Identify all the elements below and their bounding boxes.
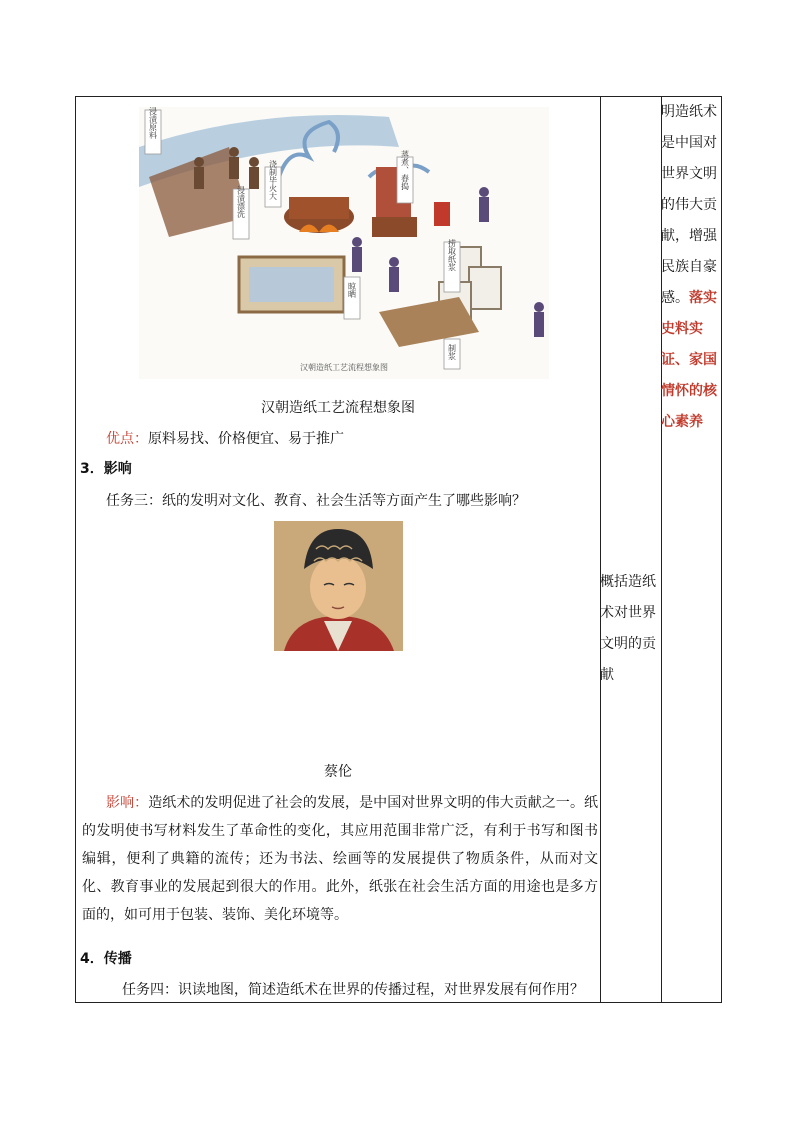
impact-paragraph xyxy=(82,789,598,929)
advantage-label: 优点： xyxy=(106,431,148,447)
advantage-text: 原料易找、价格便宜、易于推广 xyxy=(148,431,344,447)
illustration-label: 捞取纸浆 xyxy=(447,239,457,271)
cai-lun-portrait xyxy=(274,521,403,651)
goal-normal-text: 明造纸术是中国对世界文明的伟大贡献，增强民族自豪感。 xyxy=(661,104,717,306)
section-heading-spread: 4．传播 xyxy=(80,951,132,967)
goal-column xyxy=(661,97,723,1002)
summary-column xyxy=(600,97,661,1002)
illustration-label: 浸渍原料 xyxy=(148,107,158,139)
illustration-label: 制浆 xyxy=(447,344,457,360)
papermaking-illustration xyxy=(139,107,549,379)
impact-text: 造纸术的发明促进了社会的发展，是中国对世界文明的伟大贡献之一。纸的发明使书写材料发生了革命性的变化，其应用范围非常广泛，有利于书写和图书编辑，便利了典籍的流传；还为书法、绘画等的发展提供了物质条件，从而对文化、教育事业的发展起到很大的作用。此外，纸张在社会生活方面的用途也是多方面的，如可用于包装、装饰、美化环境等。 xyxy=(82,795,599,923)
advantage-line xyxy=(106,429,344,449)
portrait-caption: 蔡伦 xyxy=(324,764,352,780)
illustration-caption: 汉朝造纸工艺流程想象图 xyxy=(261,400,415,416)
task-4: 任务四：识读地图，简述造纸术在世界的传播过程，对世界发展有何作用？ xyxy=(122,982,584,998)
illustration-label: 蒸煮、舂捣 xyxy=(400,150,410,190)
papermaking-scene xyxy=(139,107,549,379)
lesson-table xyxy=(75,96,722,1003)
illustration-label: 晾晒 xyxy=(347,282,357,298)
goal-text xyxy=(661,97,723,438)
portrait-image xyxy=(274,521,403,651)
illustration-label: 浸渍漂洗 xyxy=(236,186,246,218)
impact-label: 影响： xyxy=(106,795,149,811)
illustration-inner-caption: 汉朝造纸工艺流程想象图 xyxy=(300,363,388,372)
goal-emphasis-text: 落实史料实证、家国情怀的核心素养 xyxy=(661,290,717,430)
section-heading-impact: 3．影响 xyxy=(80,461,132,477)
illustration-label: 浇制毕火大 xyxy=(268,160,278,200)
content-column xyxy=(76,97,600,1002)
summary-text: 概括造纸术对世界文明的贡献 xyxy=(600,574,656,683)
task-3: 任务三：纸的发明对文化、教育、社会生活等方面产生了哪些影响？ xyxy=(106,493,526,509)
